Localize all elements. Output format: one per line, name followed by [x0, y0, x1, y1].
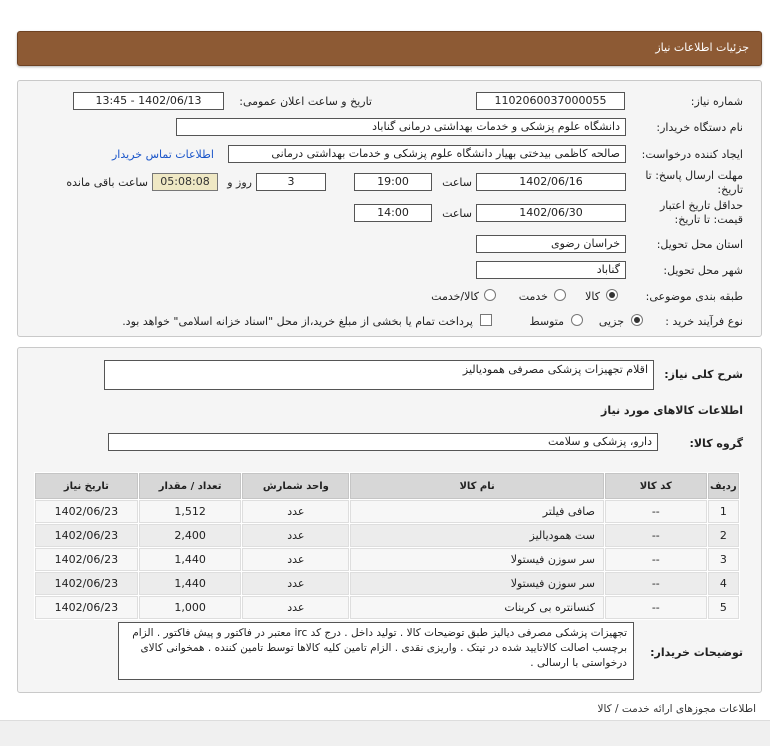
row-unit: عدد [242, 500, 349, 523]
row-name: سر سوزن فیستولا [350, 572, 604, 595]
category-option-goods-service: کالا/خدمت [431, 290, 479, 303]
process-label: نوع فرآیند خرید : [665, 315, 743, 328]
process-option-medium: متوسط [529, 315, 564, 328]
row-index: 4 [708, 572, 739, 595]
city-label: شهر محل تحویل: [663, 264, 743, 277]
footer-bar [0, 720, 770, 746]
process-radio-medium[interactable] [571, 314, 583, 326]
payment-note: پرداخت تمام یا بخشی از مبلغ خرید،از محل "اسناد خزانه اسلامی" خواهد بود. [122, 315, 473, 328]
table-header-row [35, 473, 739, 499]
validity-label: حداقل تاریخ اعتبار قیمت: تا تاریخ: [659, 199, 743, 226]
row-code: -- [605, 572, 707, 595]
category-radio-goods[interactable] [606, 289, 618, 301]
table-row [35, 524, 739, 547]
col-header-code: کد کالا [605, 473, 707, 499]
row-qty: 1,440 [139, 572, 242, 595]
table-row [35, 572, 739, 595]
row-unit: عدد [242, 596, 349, 619]
city-field: گناباد [476, 261, 626, 279]
row-name: سر سوزن فیستولا [350, 548, 604, 571]
category-label: طبقه بندی موضوعی: [645, 290, 743, 303]
buyer-contact-link[interactable]: اطلاعات تماس خریدار [112, 148, 214, 161]
deadline-date-field: 1402/06/16 [476, 173, 626, 191]
row-name: صافی فیلتر [350, 500, 604, 523]
row-unit: عدد [242, 524, 349, 547]
row-date: 1402/06/23 [35, 524, 138, 547]
table-row [35, 548, 739, 571]
process-radio-minor[interactable] [631, 314, 643, 326]
row-name: ست همودیالیز [350, 524, 604, 547]
deadline-time-field: 19:00 [354, 173, 432, 191]
description-label: شرح کلی نیاز: [664, 368, 743, 381]
days-field: 3 [256, 173, 326, 191]
need-number-label: شماره نیاز: [690, 95, 743, 108]
row-date: 1402/06/23 [35, 596, 138, 619]
goods-group-field: دارو، پزشکی و سلامت [108, 433, 658, 451]
announce-label: تاریخ و ساعت اعلان عمومی: [239, 95, 372, 108]
deadline-time-label: ساعت [442, 176, 472, 189]
goods-section-title: اطلاعات کالاهای مورد نیاز [601, 404, 743, 417]
row-qty: 1,000 [139, 596, 242, 619]
goods-group-label: گروه کالا: [689, 437, 743, 450]
row-code: -- [605, 596, 707, 619]
table-row [35, 500, 739, 523]
category-radio-service[interactable] [554, 289, 566, 301]
footer-text: اطلاعات مجوزهای ارائه خدمت / کالا [597, 703, 756, 715]
category-option-service: خدمت [518, 290, 548, 303]
row-date: 1402/06/23 [35, 548, 138, 571]
col-header-name: نام کالا [350, 473, 604, 499]
row-index: 1 [708, 500, 739, 523]
row-index: 5 [708, 596, 739, 619]
days-label: روز و [227, 176, 252, 189]
row-code: -- [605, 548, 707, 571]
row-unit: عدد [242, 548, 349, 571]
province-label: استان محل تحویل: [656, 238, 743, 251]
goods-table [34, 472, 740, 620]
page-header [17, 31, 762, 66]
requester-label: ایجاد کننده درخواست: [641, 148, 743, 161]
announce-field: 1402/06/13 - 13:45 [73, 92, 224, 110]
category-option-goods: کالا [585, 290, 600, 303]
col-header-date: تاریخ نیاز [35, 473, 138, 499]
row-name: کنسانتره بی کربنات [350, 596, 604, 619]
row-index: 3 [708, 548, 739, 571]
row-date: 1402/06/23 [35, 572, 138, 595]
requester-field: صالحه کاظمی بیدختی بهیار دانشگاه علوم پزشکی و خدمات بهداشتی درمانی [228, 145, 626, 163]
need-number-field: 1102060037000055 [476, 92, 625, 110]
buyer-org-field: دانشگاه علوم پزشکی و خدمات بهداشتی درمانی گناباد [176, 118, 626, 136]
table-row [35, 596, 739, 619]
notes-field: تجهیزات پزشکی مصرفی دیالیز طبق توضیحات کالا . تولید داخل . درج کد irc معتبر در فاکتور و پیش فاکتور . الزام برچسب اصالت کالاتایید شده در تیتک . واریزی نقدی . الزام تامین کلیه کالاها توسط تامین کننده . همخوانی کالای درخواستی با ارسالی . [118, 622, 634, 680]
col-header-unit: واحد شمارش [242, 473, 349, 499]
buyer-org-label: نام دستگاه خریدار: [656, 121, 743, 134]
process-option-minor: جزیی [598, 315, 624, 328]
remaining-time-field: 05:08:08 [152, 173, 218, 191]
validity-date-field: 1402/06/30 [476, 204, 626, 222]
category-radio-goods-service[interactable] [484, 289, 496, 301]
deadline-label: مهلت ارسال پاسخ: تا تاریخ: [645, 169, 743, 196]
row-code: -- [605, 524, 707, 547]
notes-label: توضیحات خریدار: [650, 646, 743, 659]
col-header-index: ردیف [708, 473, 739, 499]
row-qty: 1,512 [139, 500, 242, 523]
row-code: -- [605, 500, 707, 523]
row-qty: 2,400 [139, 524, 242, 547]
validity-time-label: ساعت [442, 207, 472, 220]
treasury-checkbox[interactable] [480, 314, 492, 326]
row-date: 1402/06/23 [35, 500, 138, 523]
row-qty: 1,440 [139, 548, 242, 571]
row-unit: عدد [242, 572, 349, 595]
description-field: اقلام تجهیزات پزشکی مصرفی همودیالیز [104, 360, 654, 390]
row-index: 2 [708, 524, 739, 547]
remaining-label: ساعت باقی مانده [66, 176, 148, 189]
validity-time-field: 14:00 [354, 204, 432, 222]
page-title: جزئیات اطلاعات نیاز [655, 41, 749, 54]
col-header-qty: تعداد / مقدار [139, 473, 242, 499]
province-field: خراسان رضوی [476, 235, 626, 253]
